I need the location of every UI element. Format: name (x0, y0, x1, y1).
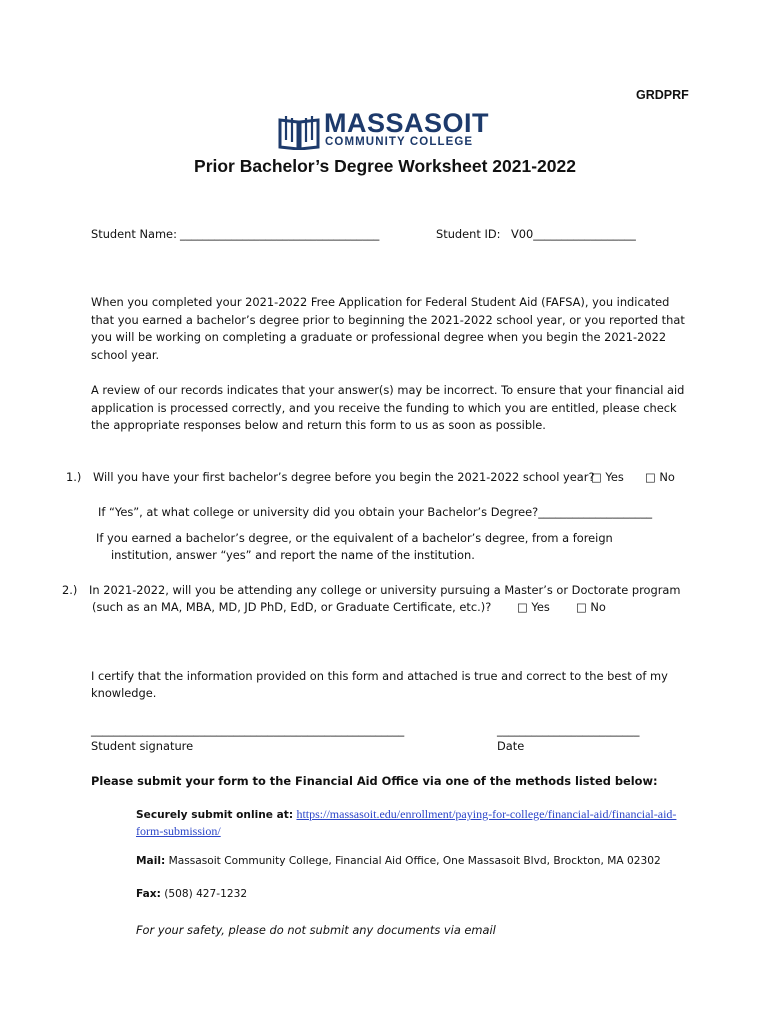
question-2-text: (such as an MA, MBA, MD, JD PhD, EdD, or Graduate Certificate, etc.)? (92, 600, 492, 614)
online-submission-link[interactable]: form-submission/ (136, 824, 221, 838)
signature-label: Student signature (91, 739, 194, 753)
student-name-field[interactable]: ___________________________________ (180, 227, 380, 241)
logo-wordmark: MASSASOIT (324, 108, 490, 138)
online-submission-link[interactable]: https://massasoit.edu/enrollment/paying-for-college/financial-aid/financial-aid- (296, 807, 677, 821)
text-line: that you earned a bachelor’s degree prior to beginning the 2021-2022 school year, or you reported that (91, 312, 685, 327)
question-1-no-checkbox[interactable]: □ No (645, 470, 675, 484)
question-1-number: 1.) (66, 470, 82, 484)
question-2-no-checkbox[interactable]: □ No (576, 600, 606, 614)
question-2-yes-checkbox[interactable]: □ Yes (517, 600, 550, 614)
question-2-text: In 2021-2022, will you be attending any college or university pursuing a Master’s or Doctorate program (89, 583, 681, 597)
signature-field[interactable]: _______________________________________________________ (91, 723, 405, 737)
question-1-note-line: If you earned a bachelor’s degree, or the equivalent of a bachelor’s degree, from a foreign (96, 531, 613, 545)
question-1-note-line: institution, answer “yes” and report the name of the institution. (111, 548, 475, 562)
question-2-number: 2.) (62, 583, 78, 597)
question-1-followup-field[interactable]: If “Yes”, at what college or university did you obtain your Bachelor’s Degree?____________________ (98, 505, 653, 519)
text-line: application is processed correctly, and you receive the funding to which you are entitled, please check (91, 400, 677, 415)
question-1-text: Will you have your first bachelor’s degree before you begin the 2021-2022 school year? (93, 470, 595, 484)
submit-online (136, 806, 676, 840)
safety-note: For your safety, please do not submit any documents via email (136, 923, 496, 937)
fax-number: (508) 427-1232 (164, 888, 248, 900)
logo-subtitle: COMMUNITY COLLEGE (325, 136, 474, 148)
intro-paragraph-1 (91, 294, 691, 364)
question-1-yes-checkbox[interactable]: □ Yes (591, 470, 624, 484)
text-line: the appropriate responses below and return this form to us as soon as possible. (91, 418, 546, 432)
text-line: When you completed your 2021-2022 Free Application for Federal Student Aid (FAFSA), you indicated (91, 295, 670, 309)
text-line: A review of our records indicates that your answer(s) may be incorrect. To ensure that your financial aid (91, 383, 685, 397)
online-label: Securely submit online at: (136, 809, 294, 821)
date-label: Date (497, 739, 525, 753)
college-logo (277, 108, 497, 152)
certification-line: I certify that the information provided on this form and attached is true and correct to the best of my (91, 669, 668, 683)
student-id-field[interactable]: V00__________________ (511, 227, 636, 241)
submit-fax (136, 888, 247, 900)
text-line: you will be working on completing a graduate or professional degree when you begin the 2021-2022 (91, 330, 667, 344)
student-name-label: Student Name: (91, 227, 177, 241)
submit-heading: Please submit your form to the Financial Aid Office via one of the methods listed below: (91, 774, 658, 788)
page-title: Prior Bachelor’s Degree Worksheet 2021-2022 (194, 156, 576, 176)
book-icon (277, 112, 321, 150)
mail-address: Massasoit Community College, Financial Aid Office, One Massasoit Blvd, Brockton, MA 02302 (168, 855, 661, 867)
text-line: school year. (91, 347, 160, 362)
fax-label: Fax: (136, 888, 161, 900)
form-code: GRDPRF (636, 88, 689, 102)
student-id-label: Student ID: (436, 227, 501, 241)
intro-paragraph-2 (91, 382, 691, 435)
certification-line: knowledge. (91, 686, 157, 700)
mail-label: Mail: (136, 855, 166, 867)
submit-mail (136, 855, 661, 867)
date-field[interactable]: _________________________ (497, 723, 640, 737)
